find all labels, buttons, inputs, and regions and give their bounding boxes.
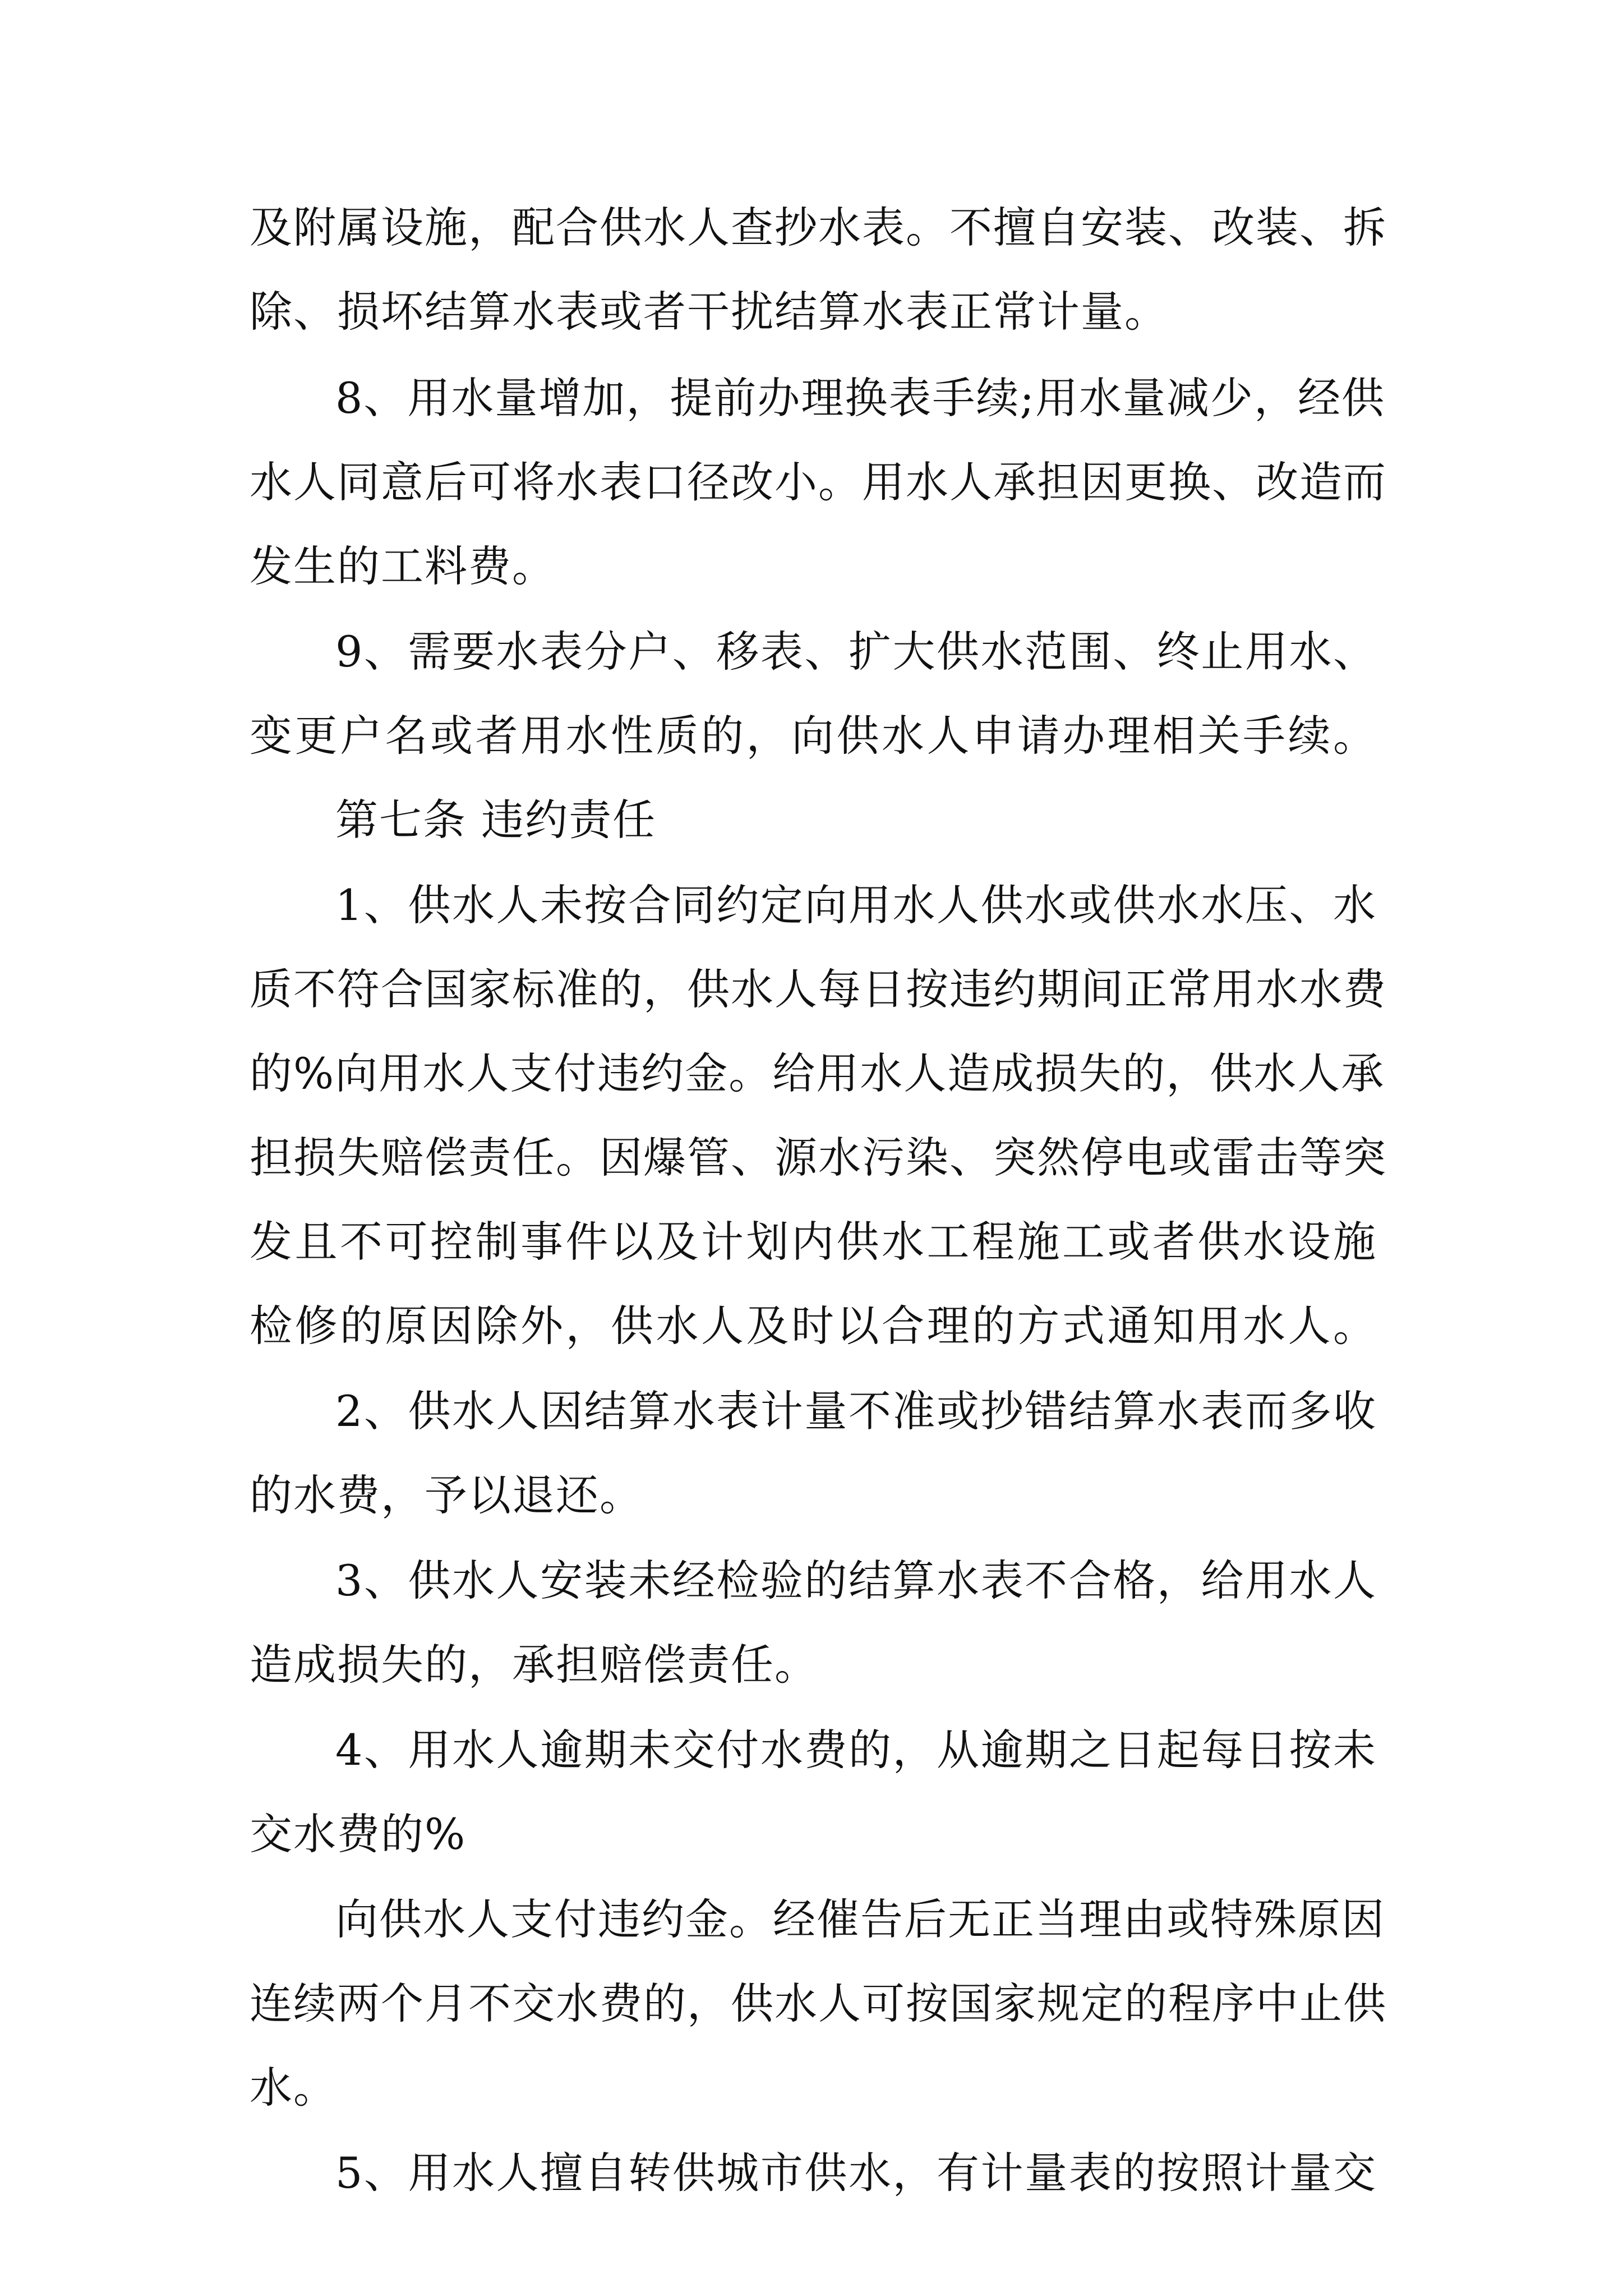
text-line-14: 检修的原因除外，供水人及时以合理的方式通知用水人。 xyxy=(250,1301,1377,1351)
text-line-2: 除、损坏结算水表或者干扰结算水表正常计量。 xyxy=(250,287,1168,337)
text-line-13: 发且不可控制事件以及计划内供水工程施工或者供水设施 xyxy=(250,1217,1377,1267)
text-line-20: 交水费的% xyxy=(250,1809,467,1859)
text-line-19: 4、用水人逾期未交付水费的，从逾期之日起每日按未 xyxy=(335,1725,1377,1775)
text-line-3: 8、用水量增加，提前办理换表手续;用水量减少，经供 xyxy=(335,373,1385,423)
section-heading: 第七条 违约责任 xyxy=(335,795,657,845)
text-line-5: 发生的工料费。 xyxy=(250,541,556,591)
text-line-23: 水。 xyxy=(250,2063,337,2113)
text-line-6: 9、需要水表分户、移表、扩大供水范围、终止用水、 xyxy=(335,627,1377,677)
text-line-18: 造成损失的，承担赔偿责任。 xyxy=(250,1640,818,1690)
text-line-4: 水人同意后可将水表口径改小。用水人承担因更换、改造而 xyxy=(250,457,1387,507)
text-line-15: 2、供水人因结算水表计量不准或抄错结算水表而多收 xyxy=(335,1386,1377,1436)
text-line-21: 向供水人支付违约金。经催告后无正当理由或特殊原因 xyxy=(335,1894,1385,1944)
text-line-16: 的水费，予以退还。 xyxy=(250,1470,643,1520)
text-line-24: 5、用水人擅自转供城市供水，有计量表的按照计量交 xyxy=(335,2148,1377,2198)
text-line-1: 及附属设施，配合供水人查抄水表。不擅自安装、改装、拆 xyxy=(250,203,1387,252)
text-line-17: 3、供水人安装未经检验的结算水表不合格，给用水人 xyxy=(335,1556,1377,1605)
text-line-11: 的%向用水人支付违约金。给用水人造成损失的，供水人承 xyxy=(250,1048,1385,1098)
text-line-12: 担损失赔偿责任。因爆管、源水污染、突然停电或雷击等突 xyxy=(250,1133,1387,1182)
text-line-22: 连续两个月不交水费的，供水人可按国家规定的程序中止供 xyxy=(250,1978,1387,2028)
text-line-9: 1、供水人未按合同约定向用水人供水或供水水压、水 xyxy=(335,880,1377,930)
text-line-7: 变更户名或者用水性质的，向供水人申请办理相关手续。 xyxy=(250,711,1377,761)
text-line-10: 质不符合国家标准的，供水人每日按违约期间正常用水水费 xyxy=(250,964,1387,1014)
